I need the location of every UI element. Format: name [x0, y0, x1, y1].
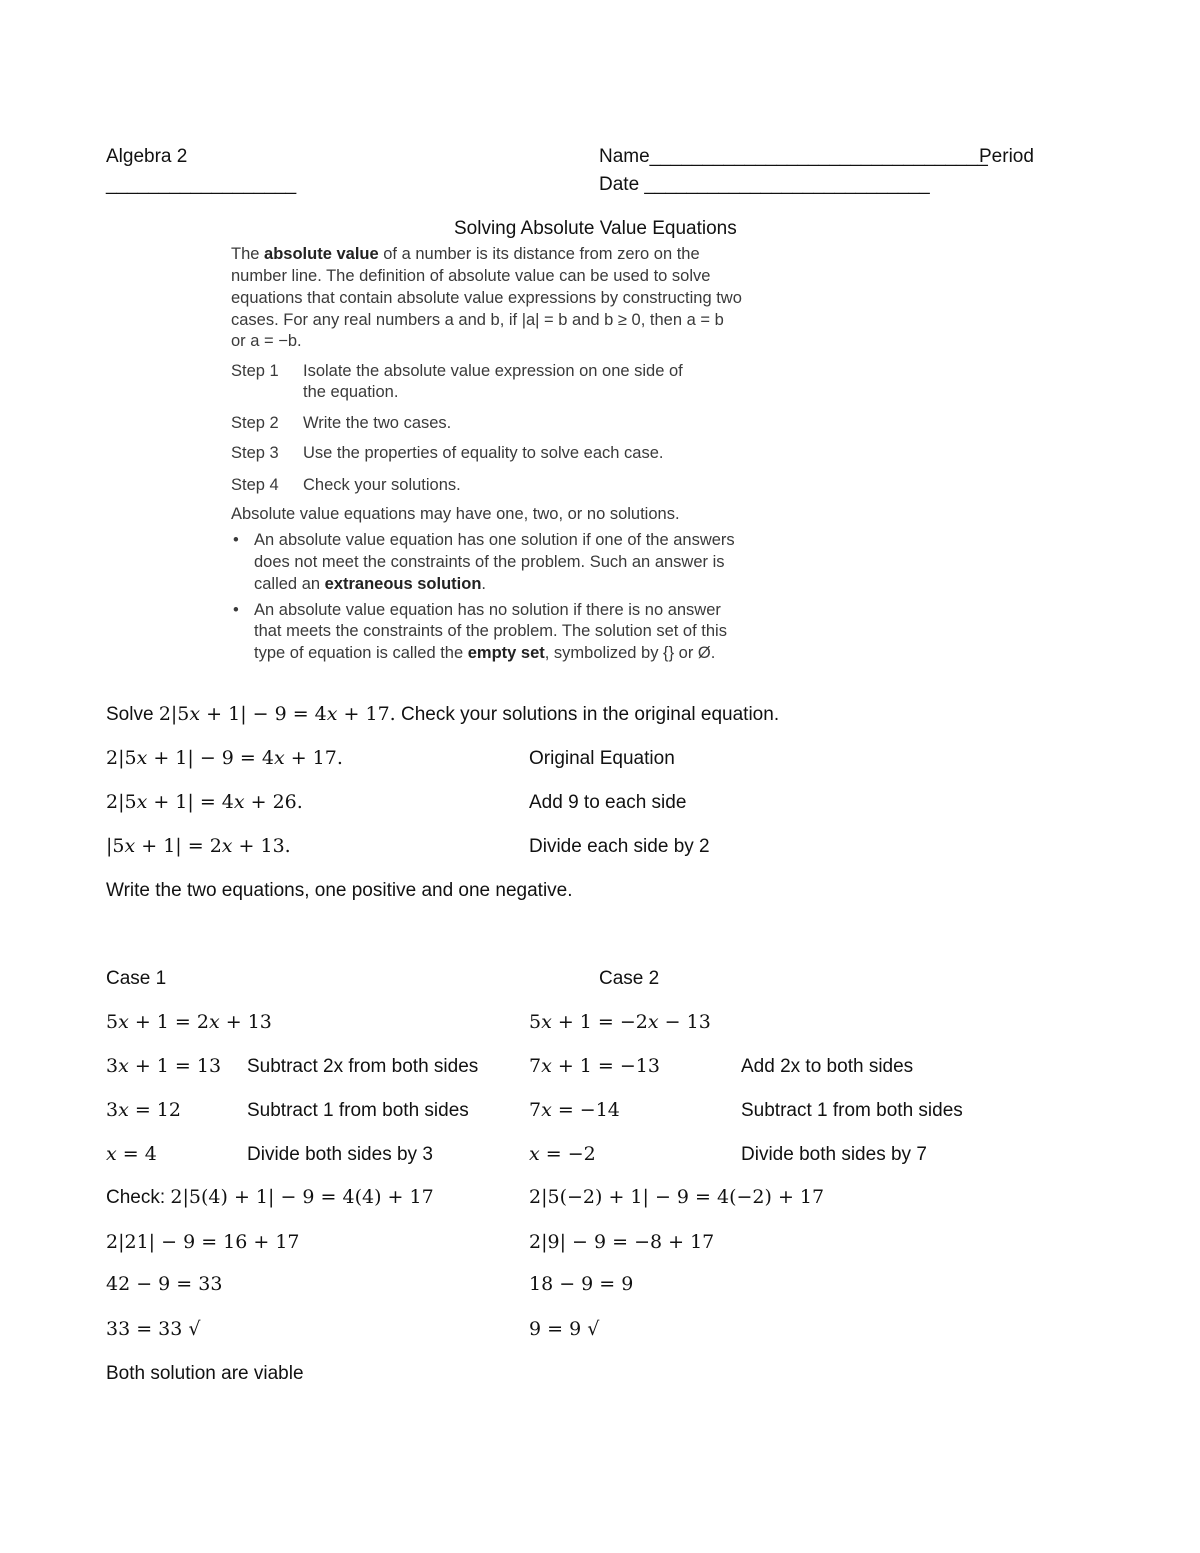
case-2-check-1: 2|5(−2) + 1| − 9 = 4(−2) + 17	[529, 1186, 825, 1208]
case-2-note-4: Divide both sides by 7	[741, 1144, 927, 1165]
page-title: Solving Absolute Value Equations	[454, 218, 737, 239]
work-equation-2: 2|5𝑥 + 1| = 4𝑥 + 26.	[106, 791, 303, 813]
case-1-note-4: Divide both sides by 3	[247, 1144, 433, 1165]
conclusion: Both solution are viable	[106, 1363, 304, 1384]
case-2-equation-3: 7𝑥 = −14	[529, 1099, 620, 1121]
bullet-2-line-1: An absolute value equation has no solution if there is no answer	[254, 601, 721, 619]
case-2-check-3: 18 − 9 = 9	[529, 1273, 634, 1295]
case-1-check-3: 42 − 9 = 33	[106, 1273, 223, 1295]
case-1-equation-1: 5𝑥 + 1 = 2𝑥 + 13	[106, 1011, 272, 1033]
case-1-label: Case 1	[106, 968, 167, 989]
case-1-note-3: Subtract 1 from both sides	[247, 1100, 469, 1121]
bullet-2-line-2: that meets the constraints of the problem. The solution set of this	[254, 622, 727, 640]
step-4-label: Step 4	[231, 476, 279, 494]
bullet-2-marker: •	[233, 601, 239, 619]
case-1-equation-3: 3𝑥 = 12	[106, 1099, 181, 1121]
step-1-text: Isolate the absolute value expression on one side of	[303, 362, 683, 380]
case-2-equation-1: 5𝑥 + 1 = −2𝑥 − 13	[529, 1011, 711, 1033]
bullet-2-line-3: type of equation is called the empty set, symbolized by {} or Ø.	[254, 644, 716, 662]
intro-line-5: or a = −b.	[231, 332, 302, 350]
case-2-equation-2: 7𝑥 + 1 = −13	[529, 1055, 660, 1077]
step-4-text: Check your solutions.	[303, 476, 461, 494]
course-label: Algebra 2	[106, 146, 188, 167]
intro-line-2: number line. The definition of absolute value can be used to solve	[231, 267, 711, 285]
case-1-equation-2: 3𝑥 + 1 = 13	[106, 1055, 222, 1077]
period-blank[interactable]: __________________	[106, 174, 297, 195]
intro-line-4: cases. For any real numbers a and b, if |a| = b and b ≥ 0, then a = b	[231, 311, 724, 329]
case-2-equation-4: 𝑥 = −2	[529, 1143, 596, 1165]
work-note-2: Add 9 to each side	[529, 792, 687, 813]
step-1-text-cont: the equation.	[303, 383, 399, 401]
case-2-check-2: 2|9| − 9 = −8 + 17	[529, 1231, 715, 1253]
step-3-label: Step 3	[231, 444, 279, 462]
intro-line-3: equations that contain absolute value expressions by constructing two	[231, 289, 742, 307]
case-2-note-3: Subtract 1 from both sides	[741, 1100, 963, 1121]
step-1-label: Step 1	[231, 362, 279, 380]
step-2-label: Step 2	[231, 414, 279, 432]
case-1-equation-4: 𝑥 = 4	[106, 1143, 157, 1165]
case-1-check-4: 33 = 33 √	[106, 1318, 201, 1340]
work-equation-3: |5𝑥 + 1| = 2𝑥 + 13.	[106, 835, 291, 857]
period-label: Period	[979, 146, 1034, 167]
step-3-text: Use the properties of equality to solve each case.	[303, 444, 664, 462]
bullet-1-line-1: An absolute value equation has one solution if one of the answers	[254, 531, 735, 549]
bullet-1-marker: •	[233, 531, 239, 549]
two-equations-note: Write the two equations, one positive and one negative.	[106, 880, 573, 901]
date-field[interactable]: Date ___________________________	[599, 174, 930, 195]
bullet-1-line-2: does not meet the constraints of the problem. Such an answer is	[254, 553, 725, 571]
bullet-1-line-3: called an extraneous solution.	[254, 575, 487, 593]
work-equation-1: 2|5𝑥 + 1| − 9 = 4𝑥 + 17.	[106, 747, 343, 769]
work-note-3: Divide each side by 2	[529, 836, 710, 857]
name-field[interactable]: Name________________________________	[599, 146, 988, 167]
case-2-note-2: Add 2x to both sides	[741, 1056, 914, 1077]
case-1-check-1: Check: 2|5(4) + 1| − 9 = 4(4) + 17	[106, 1186, 434, 1208]
solutions-note: Absolute value equations may have one, two, or no solutions.	[231, 505, 680, 523]
case-1-check-2: 2|21| − 9 = 16 + 17	[106, 1231, 300, 1253]
case-2-check-4: 9 = 9 √	[529, 1318, 600, 1340]
step-2-text: Write the two cases.	[303, 414, 452, 432]
case-2-label: Case 2	[599, 968, 660, 989]
work-note-1: Original Equation	[529, 748, 675, 769]
intro-line-1: The absolute value of a number is its distance from zero on the	[231, 245, 700, 263]
problem-statement: Solve 2|5𝑥 + 1| − 9 = 4𝑥 + 17. Check your solutions in the original equation.	[106, 703, 780, 725]
case-1-note-2: Subtract 2x from both sides	[247, 1056, 479, 1077]
